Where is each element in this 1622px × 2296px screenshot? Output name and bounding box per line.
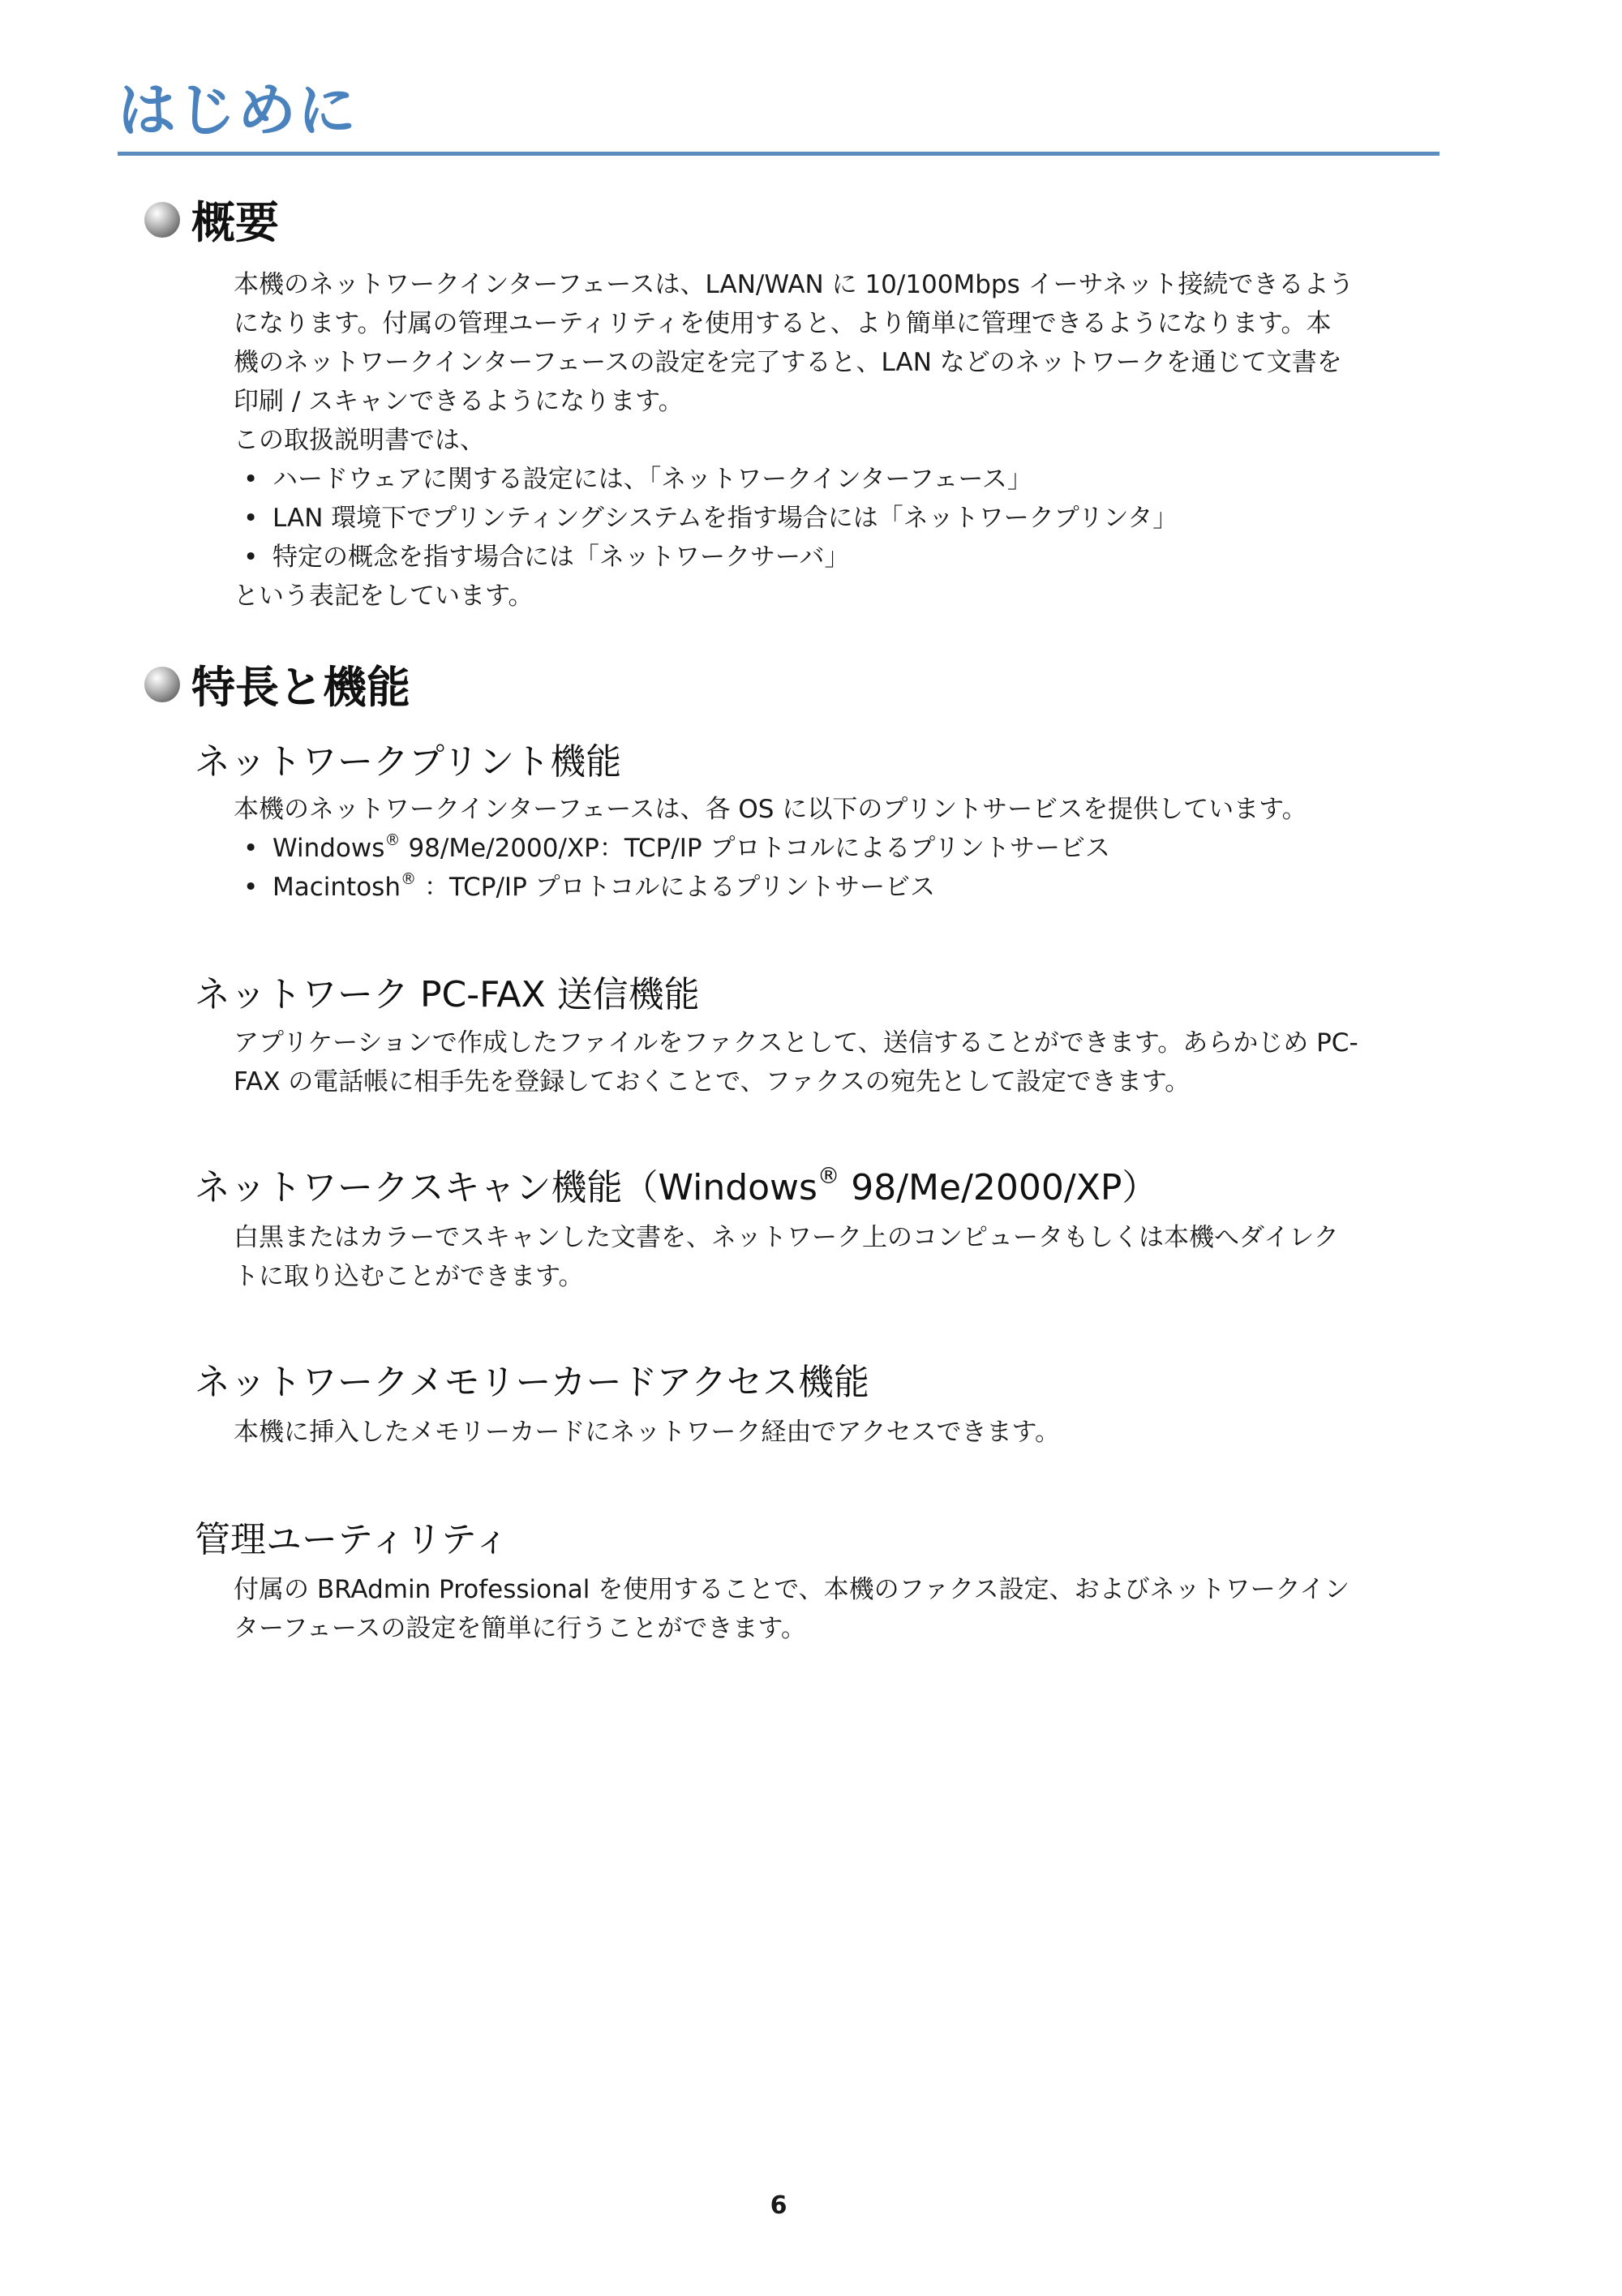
bullet-ball-icon bbox=[144, 202, 180, 238]
list-item: • 特定の概念を指す場合には「ネットワークサーバ」 bbox=[243, 538, 1178, 577]
title-divider bbox=[118, 152, 1440, 156]
subheading-memory-card: ネットワークメモリーカードアクセス機能 bbox=[195, 1362, 870, 1403]
overview-line: 機のネットワークインターフェースの設定を完了すると、LAN などのネットワークを通じて文書を bbox=[234, 348, 1342, 377]
registered-mark: ® bbox=[384, 830, 401, 849]
service-text: 98/Me/2000/XP：TCP/IP プロトコルによるプリントサービス bbox=[400, 834, 1110, 863]
section-heading-overview bbox=[144, 188, 279, 251]
section-heading-features bbox=[144, 653, 410, 715]
admin-line: ターフェースの設定を簡単に行うことができます。 bbox=[234, 1614, 806, 1643]
list-item: • LAN 環境下でプリンティングシステムを指す場合には「ネットワークプリンタ」 bbox=[243, 499, 1178, 538]
overview-paragraph bbox=[234, 265, 1442, 460]
list-item bbox=[243, 868, 1110, 907]
overview-line: この取扱説明書では、 bbox=[234, 426, 485, 455]
scan-paragraph bbox=[234, 1218, 1442, 1296]
overview-line: 印刷 / スキャンできるようになります。 bbox=[234, 387, 684, 416]
os-name: Windows bbox=[272, 834, 385, 863]
service-text: ：TCP/IP プロトコルによるプリントサービス bbox=[416, 873, 936, 902]
subheading-scan bbox=[195, 1158, 1157, 1210]
overview-line: 本機のネットワークインターフェースは、LAN/WAN に 10/100Mbps イーサネット接続できるよう bbox=[234, 270, 1354, 299]
registered-mark: ® bbox=[400, 869, 417, 888]
scan-line: トに取り込むことができます。 bbox=[234, 1262, 584, 1291]
pcfax-paragraph bbox=[234, 1024, 1442, 1101]
page-number: 6 bbox=[770, 2191, 787, 2220]
network-print-intro: 本機のネットワークインターフェースは、各 OS に以下のプリントサービスを提供しています。 bbox=[234, 795, 1307, 824]
pcfax-line: アプリケーションで作成したファイルをファクスとして、送信することができます。あらかじめ PC- bbox=[234, 1028, 1358, 1058]
subheading-network-print: ネットワークプリント機能 bbox=[195, 741, 622, 783]
admin-paragraph bbox=[234, 1570, 1442, 1648]
overview-closing: という表記をしています。 bbox=[234, 582, 534, 611]
bullet-ball-icon bbox=[144, 667, 180, 702]
list-item: • ハードウェアに関する設定には、「ネットワークインターフェース」 bbox=[243, 460, 1178, 499]
list-item bbox=[243, 829, 1110, 868]
scan-heading-part: ネットワークスキャン機能（Windows bbox=[195, 1167, 817, 1208]
memory-card-line: 本機に挿入したメモリーカードにネットワーク経由でアクセスできます。 bbox=[234, 1418, 1060, 1447]
overview-bullet-list bbox=[243, 460, 1178, 577]
page-title: はじめに bbox=[118, 76, 358, 144]
pcfax-line: FAX の電話帳に相手先を登録しておくことで、ファクスの宛先として設定できます。 bbox=[234, 1067, 1191, 1097]
section-heading-features-text: 特長と機能 bbox=[191, 662, 410, 713]
memory-card-paragraph bbox=[234, 1413, 1442, 1452]
subheading-pcfax: ネットワーク PC-FAX 送信機能 bbox=[195, 974, 700, 1015]
subheading-admin-utility: 管理ユーティリティ bbox=[195, 1519, 510, 1560]
admin-line: 付属の BRAdmin Professional を使用することで、本機のファクス設定、およびネットワークイン bbox=[234, 1575, 1350, 1604]
registered-mark: ® bbox=[817, 1164, 840, 1190]
overview-line: になります。付属の管理ユーティリティを使用すると、より簡単に管理できるようになります。本 bbox=[234, 309, 1332, 338]
os-name: Macintosh bbox=[272, 873, 401, 902]
network-print-bullet-list bbox=[243, 829, 1110, 907]
section-heading-overview-text: 概要 bbox=[191, 197, 279, 248]
scan-heading-part: 98/Me/2000/XP） bbox=[839, 1167, 1158, 1208]
scan-line: 白黒またはカラーでスキャンした文書を、ネットワーク上のコンピュータもしくは本機へダイレク bbox=[234, 1223, 1339, 1252]
